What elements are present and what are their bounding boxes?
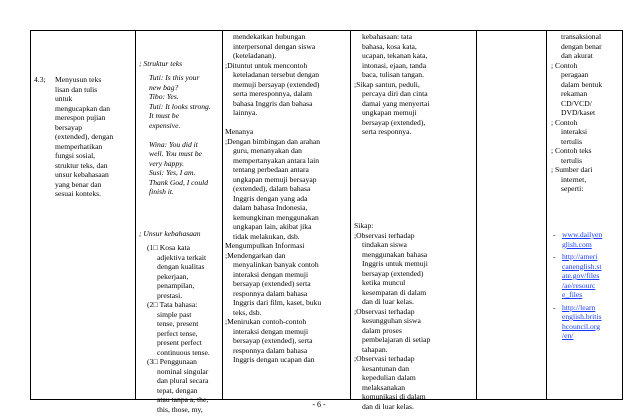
text-line: tindakan siswa: [362, 240, 407, 249]
text-line: bersayap: [55, 122, 82, 132]
text-line: rekaman: [561, 89, 588, 98]
text-line: menggunakan bahasa: [362, 249, 428, 259]
text-line: Sikap:: [354, 221, 374, 230]
materi-cell: [136, 31, 223, 414]
text-line: dalam proses: [362, 325, 402, 335]
kegiatan-pembelajaran-text: [225, 32, 321, 365]
text-line: pembelajaran di setiap: [362, 335, 431, 344]
text-line: tentang perbedaan antara: [233, 165, 309, 174]
text-line: present perfect: [157, 338, 202, 347]
text-line: memuji bersayap (extended): [233, 79, 320, 89]
text-line: intonasi, ejaan, tanda: [362, 60, 427, 70]
text-line: kesempatan di dalam: [362, 287, 427, 297]
text-line: bersayap (extended), serta: [233, 336, 313, 345]
link-text[interactable]: canenglish.st: [562, 261, 602, 271]
penilaian-criteria: [354, 32, 429, 137]
text-line: simple past: [157, 309, 192, 319]
text-line: merespon pujian: [55, 113, 106, 122]
text-line: kepedulian dalam: [362, 373, 416, 382]
text-line: It must be: [149, 111, 179, 120]
text-line: perfect tense,: [157, 328, 198, 338]
text-line: Inggris dengan yang ada: [233, 193, 308, 203]
text-line: Inggris dari film, kaset, buku: [233, 298, 322, 307]
text-line: komunikasi di dalam: [362, 392, 426, 401]
text-line: melaksanakan: [362, 382, 406, 392]
text-line: (keteladanan).: [233, 51, 277, 60]
text-line: fungsi sosial,: [55, 151, 96, 160]
text-line: Menanya: [225, 127, 254, 136]
unsur-kebahasaan-heading: ; Unsur kebahasaan: [139, 229, 201, 238]
text-line: Tuti: It looks strong.: [149, 101, 211, 111]
text-line: bahasa, kosa kata,: [362, 41, 417, 51]
text-line: ;Menirukan contoh-contoh: [225, 317, 307, 326]
text-line: prestasi.: [157, 290, 183, 300]
text-line: serta responnya.: [362, 127, 412, 136]
text-line: mengucapkan dan: [55, 103, 111, 113]
text-line: interpersonal dengan siswa: [233, 41, 316, 51]
unsur-kebahasaan-list: [147, 243, 210, 414]
struktur-teks-heading: ; Struktur teks: [139, 59, 183, 68]
text-line: (2□ Tata bahasa:: [147, 300, 198, 309]
text-line: dan di luar kelas.: [362, 297, 414, 306]
text-line: dan akurat: [561, 51, 593, 60]
text-line: continuous tense.: [157, 347, 210, 357]
text-line: interaksi: [561, 127, 588, 136]
text-line: dan plural secara: [157, 376, 209, 385]
link-text[interactable]: /ae/resourc: [562, 280, 596, 290]
page-number: - 6 -: [312, 400, 326, 409]
table-row: [31, 31, 623, 400]
text-line: ;Mendengarkan dan: [225, 250, 286, 260]
text-line: Inggris untuk memuji: [362, 259, 428, 268]
text-line: yang benar dan: [55, 179, 102, 189]
text-line: Mengumpulkan Informasi: [225, 241, 305, 250]
text-line: (1□ Kosa kata: [147, 243, 190, 252]
link-bullet: -: [553, 252, 556, 261]
text-line: ;Observasi terhadap: [354, 306, 415, 316]
text-line: tepat, dengan: [157, 385, 198, 395]
text-line: [149, 130, 211, 140]
text-line: tertulis: [561, 136, 583, 146]
text-line: interaksi dengan memuji: [233, 269, 309, 279]
sumber-belajar-text: [551, 32, 602, 194]
resource-link[interactable]: [553, 252, 602, 300]
text-line: tahapan.: [362, 344, 388, 354]
text-line: dan di luar kelas.: [362, 401, 414, 411]
alokasi-waktu-cell: [477, 31, 547, 400]
text-line: expensive.: [149, 120, 181, 130]
text-line: nominal singular: [157, 366, 209, 376]
text-line: Wina: You did it: [149, 139, 198, 149]
text-line: Tibo: Yes.: [149, 92, 179, 101]
text-line: new bag?: [149, 82, 179, 92]
text-line: Tuti: Is this your: [149, 73, 200, 82]
text-line: unsur kebahasaan: [55, 170, 109, 179]
text-line: Inggris dengan ucapan dan: [233, 355, 315, 364]
text-line: kesantunan dan: [362, 363, 410, 373]
text-line: tidak melakukan, dsb.: [233, 231, 300, 241]
text-line: bersayap (extended): [362, 268, 424, 278]
text-line: ;Sikap santun, peduli,: [354, 79, 420, 89]
link-text[interactable]: e_files: [562, 290, 583, 299]
penilaian-sikap: [354, 221, 430, 411]
text-line: finish it.: [149, 187, 174, 196]
struktur-teks-examples: [149, 73, 211, 197]
text-line: tense, present: [157, 319, 199, 328]
text-line: dengan benar: [561, 41, 602, 51]
sumber-belajar-links: [553, 230, 602, 344]
text-line: dalam bentuk: [561, 79, 603, 89]
text-line: dalam bahasa Indonesia,: [233, 203, 308, 212]
text-line: bersayap (extended),: [362, 117, 426, 127]
link-text[interactable]: www.dailyen: [562, 230, 603, 239]
text-line: ;Observasi terhadap: [354, 230, 415, 240]
text-line: lainnya.: [233, 108, 258, 117]
text-line: ucapan, tekanan kata,: [362, 51, 428, 60]
link-text[interactable]: ate.gov/files: [562, 271, 600, 280]
text-line: ; Contoh: [551, 60, 578, 70]
text-line: Thank God, I could: [149, 177, 209, 187]
text-line: ; Contoh: [551, 117, 578, 127]
text-line: [225, 118, 321, 128]
text-line: ungkapan memuji: [362, 108, 417, 117]
text-line: seperti:: [561, 184, 584, 193]
text-line: pekerjaan,: [157, 271, 189, 281]
text-line: serta meresponnya, dalam: [233, 89, 313, 98]
penilaian-cell: [351, 31, 477, 411]
text-line: atau tanpa a, the,: [157, 395, 209, 404]
text-line: this, those, my,: [157, 404, 203, 414]
text-line: interaksi dengan memuji: [233, 326, 309, 336]
syllabus-table: [30, 30, 623, 414]
text-line: ungkapan lain, akibat jika: [233, 222, 312, 231]
text-line: percaya diri dan cinta: [362, 89, 428, 98]
text-line: CD/VCD/: [561, 98, 592, 108]
text-line: (extended), dalam bahasa: [233, 184, 311, 193]
pembelajaran-cell: [223, 31, 351, 400]
link-bullet: -: [553, 302, 556, 312]
text-line: Susi: Yes, I am.: [149, 168, 196, 177]
text-line: damai yang menyertai: [362, 98, 430, 108]
text-line: tertulis: [561, 155, 583, 165]
text-line: sesuai konteks.: [55, 189, 101, 198]
link-text[interactable]: http://learn: [562, 302, 596, 312]
text-line: ungkapan memuji bersayap: [233, 174, 317, 184]
text-line: DVD/kaset: [561, 108, 596, 117]
text-line: untuk: [55, 94, 73, 103]
sumber-belajar-cell: [547, 31, 623, 400]
text-line: kemungkinan menggunakan: [233, 212, 319, 222]
text-line: adjektiva terkait: [157, 252, 207, 262]
text-line: keteladanan tersebut dengan: [233, 70, 320, 79]
kd-text: [55, 75, 113, 199]
text-line: kebahasaan: tata: [362, 32, 412, 41]
text-line: ; Sumber dari: [551, 165, 593, 174]
text-line: ;Observasi terhadap: [354, 354, 415, 363]
text-line: very happy.: [149, 158, 185, 168]
text-line: peragaan: [561, 70, 589, 79]
text-line: lisan dan tulis: [55, 84, 98, 94]
text-line: menyalinkan banyak contoh: [233, 260, 319, 269]
text-line: memperhatikan: [55, 141, 103, 151]
link-text[interactable]: hcouncil.org: [562, 321, 601, 331]
text-line: ;Dengan bimbingan dan arahan: [225, 136, 321, 146]
text-line: ;Dituntut untuk mencontoh: [225, 60, 308, 70]
text-line: bersayap (extended) serta: [233, 279, 311, 288]
text-line: baca, tulisan tangan.: [362, 70, 424, 79]
link-text[interactable]: glish.com: [562, 239, 592, 249]
text-line: bahasa Inggris dan bahasa: [233, 98, 313, 108]
text-line: responnya dalam bahasa: [233, 345, 308, 355]
text-line: kesungguhan siswa: [362, 316, 421, 325]
link-text[interactable]: /en/: [562, 331, 574, 340]
text-line: ketika muncul: [362, 278, 406, 287]
kd-code: 4.3;: [34, 75, 46, 84]
resource-link[interactable]: [553, 303, 602, 341]
resource-link[interactable]: [553, 230, 602, 249]
text-line: responnya dalam bahasa: [233, 288, 308, 298]
text-line: internet,: [561, 174, 587, 184]
link-text[interactable]: http://ameri: [562, 252, 598, 261]
text-line: penampilan,: [157, 281, 195, 290]
link-bullet: -: [553, 230, 556, 239]
kompetensi-dasar-cell: [31, 31, 136, 400]
text-line: mempertanyakan antara lain: [233, 155, 320, 165]
text-line: (3□ Penggunaan: [147, 357, 197, 366]
link-text[interactable]: english.britis: [562, 312, 602, 321]
text-line: ; Contoh teks: [551, 146, 592, 155]
text-line: well. You must be: [149, 149, 202, 158]
text-line: struktur teks, dan: [55, 160, 108, 170]
text-line: dengan kualitas: [157, 262, 205, 271]
text-line: transaksional: [561, 32, 602, 41]
text-line: mendekatkan hubungan: [233, 32, 306, 41]
text-line: teks, dsb.: [233, 307, 262, 317]
text-line: (extended), dengan: [55, 132, 114, 141]
text-line: Menyusun teks: [55, 75, 102, 84]
text-line: guru, menanyakan dan: [233, 146, 302, 155]
